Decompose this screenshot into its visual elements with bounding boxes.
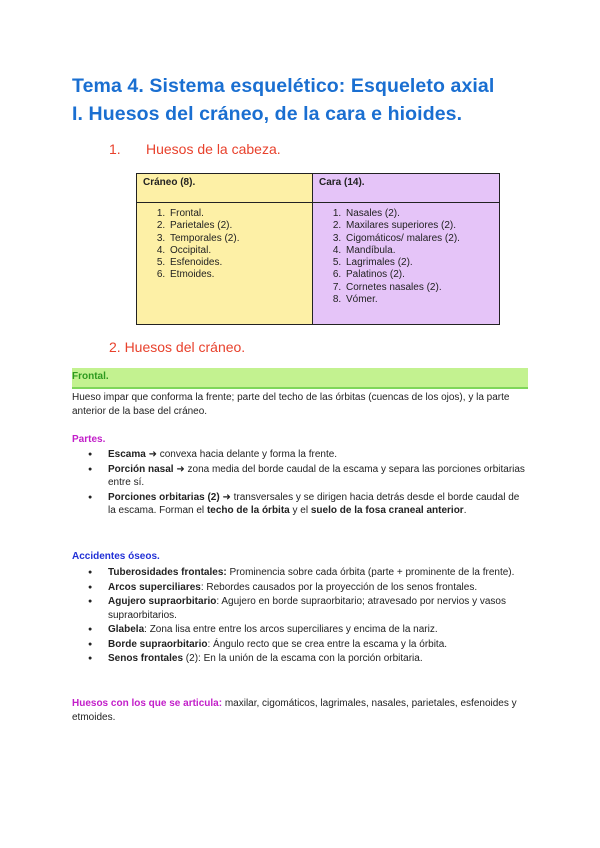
list-item: 1. Frontal. [168,208,311,220]
cara-header: Cara (14). [313,174,500,203]
list-item: ● Senos frontales (2): En la unión de la escama con la porción orbitaria. [72,652,528,666]
cara-list [314,208,498,306]
frontal-heading: Frontal. [72,371,109,382]
list-item: 5. Esfenoides. [168,257,311,269]
list-item: 7. Cornetes nasales (2). [344,282,498,294]
bones-table [136,173,500,325]
list-item: ● Arcos superciliares: Rebordes causados por la proyección de los senos frontales. [72,581,528,595]
list-item: 6. Palatinos (2). [344,269,498,281]
list-item: ● Tuberosidades frontales: Prominencia sobre cada órbita (parte + prominente de la frente). [72,566,528,580]
list-item: 8. Vómer. [344,294,498,306]
list-item: 4. Occipital. [168,245,311,257]
page-subtitle: I. Huesos del cráneo, de la cara e hioides. [72,103,463,125]
list-item: ● Borde supraorbitario: Ángulo recto que se crea entre la escama y la órbita. [72,638,528,652]
partes-list [72,448,528,519]
cara-cell [313,203,500,325]
section-1-title: Huesos de la cabeza. [146,141,281,157]
list-item: ● Porciones orbitarias (2) ➜ transversales y se dirigen hacia detrás desde el borde caudal de la escama. Forman el techo de la órbita y el suelo de la fosa craneal anterior. [72,491,528,518]
page-title: Tema 4. Sistema esquelético: Esqueleto axial [72,75,495,97]
frontal-heading-bar [72,368,528,389]
section-2-title: 2. Huesos del cráneo. [109,339,246,355]
articula-paragraph [72,697,528,724]
section-1-number: 1. [109,141,121,157]
accidentes-list [72,566,528,667]
list-item: 4. Mandíbula. [344,245,498,257]
articula-label: Huesos con los que se articula: [72,698,223,709]
list-item: 3. Temporales (2). [168,233,311,245]
articula-text: maxilar, cigomáticos, lagrimales, nasales, parietales, esfenoides y etmoides. [72,698,517,723]
list-item: 2. Maxilares superiores (2). [344,220,498,232]
list-item: ● Escama ➜ convexa hacia delante y forma la frente. [72,448,528,462]
craneo-list [138,208,311,282]
list-item: ● Agujero supraorbitario: Agujero en borde supraorbitario; atravesado por nervios y vasos supraorbitarios. [72,595,528,622]
list-item: 1. Nasales (2). [344,208,498,220]
accidentes-heading: Accidentes óseos. [72,551,160,562]
list-item: 5. Lagrimales (2). [344,257,498,269]
frontal-description: Hueso impar que conforma la frente; parte del techo de las órbitas (cuencas de los ojos), y la parte anterior de la base del cráneo. [72,392,510,417]
list-item: ● Porción nasal ➜ zona media del borde caudal de la escama y separa las porciones orbitarias entre sí. [72,463,528,490]
craneo-cell [137,203,313,325]
list-item: 3. Cigomáticos/ malares (2). [344,233,498,245]
craneo-header: Cráneo (8). [137,174,313,203]
partes-heading: Partes. [72,434,106,445]
list-item: 2. Parietales (2). [168,220,311,232]
list-item: ● Glabela: Zona lisa entre entre los arcos superciliares y encima de la nariz. [72,623,528,637]
list-item: 6. Etmoides. [168,269,311,281]
